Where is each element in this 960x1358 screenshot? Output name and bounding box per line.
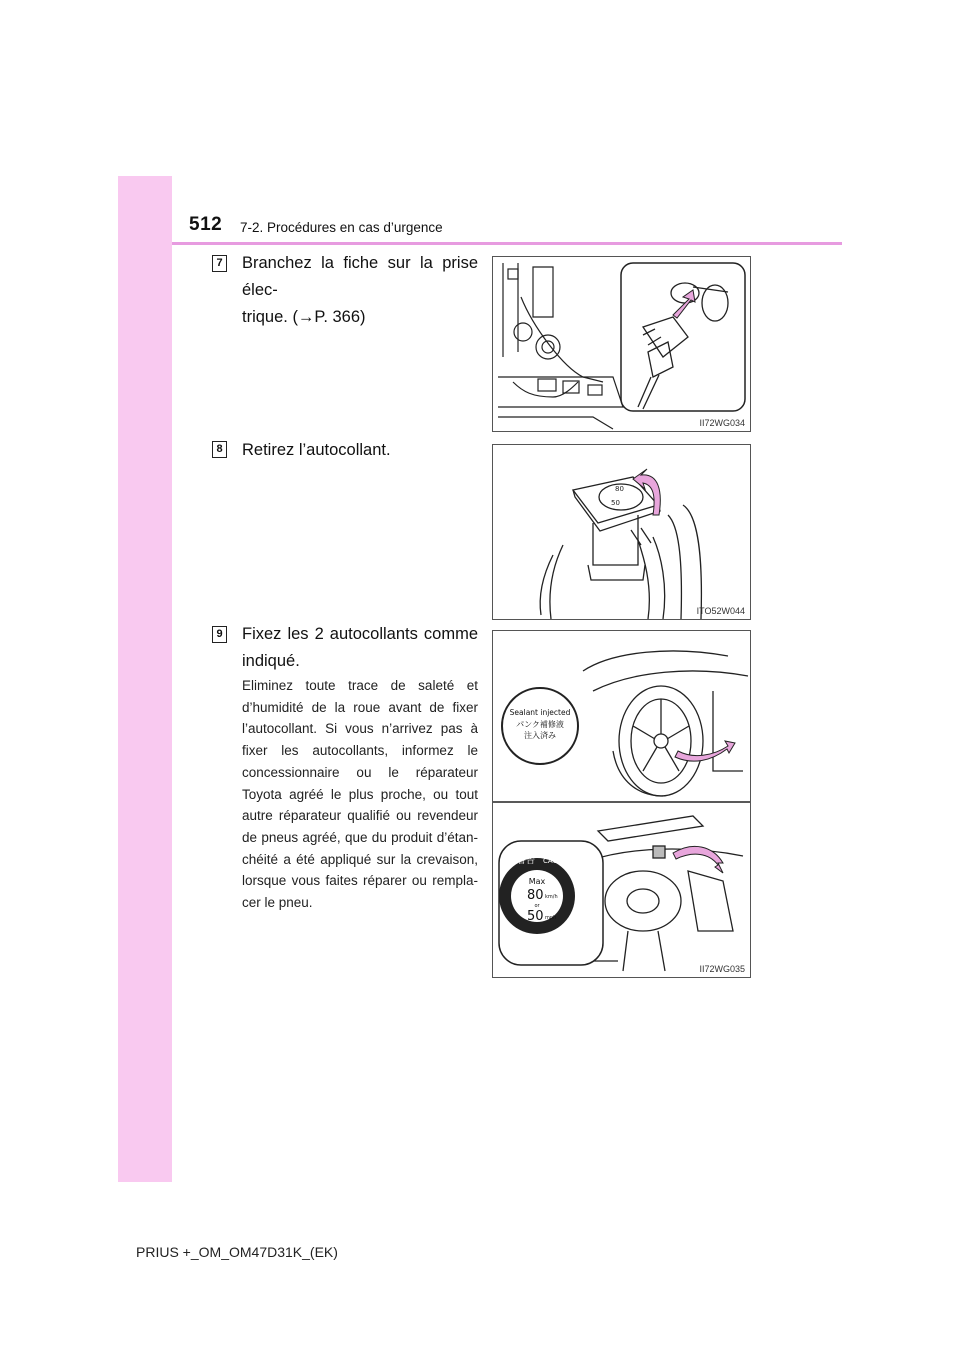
plug-outlet-illustration (493, 257, 750, 431)
figure-1-code: II72WG034 (699, 418, 745, 428)
section-title: 7-2. Procédures en cas d’urgence (240, 220, 443, 235)
figure-plug-outlet (492, 256, 751, 432)
wheel-sticker-line-3: 注入済み (524, 731, 556, 740)
step-8-text: Retirez l’autocollant. (242, 441, 391, 459)
chapter-side-tab (118, 176, 172, 1182)
step-7-line-1: Branchez la fiche sur la prise élec- (242, 254, 478, 299)
figure-attach-stickers (492, 630, 751, 978)
figure-2-code: ITO52W044 (696, 606, 745, 616)
page-number: 512 (189, 214, 223, 235)
wheel-sticker-line-1: Sealant injected (509, 708, 571, 717)
header-rule (172, 242, 842, 245)
dash-sticker-mph-value: 50 (527, 909, 544, 924)
step-badge-7: 7 (212, 255, 227, 272)
dash-sticker-kmh-unit: km/h (545, 894, 558, 900)
attach-stickers-illustration (493, 631, 750, 977)
figure-3-code: II72WG035 (699, 964, 745, 974)
step-9-line-1: Fixez les 2 autocollants comme (242, 625, 478, 643)
dash-sticker-max: Max (528, 877, 546, 886)
document-footer: PRIUS +_OM_OM47D31K_(EK) (136, 1244, 338, 1260)
figure-remove-sticker (492, 444, 751, 620)
step-badge-8: 8 (212, 441, 227, 458)
step-9-text (242, 621, 478, 675)
step-7-line-2: trique. (→P. 366) (242, 308, 366, 326)
dash-sticker-warning: 警告 (517, 856, 536, 866)
dash-arrow-icon (673, 846, 723, 873)
remove-sticker-illustration (493, 445, 750, 619)
step-badge-9: 9 (212, 626, 227, 643)
dash-sticker-or: or (534, 903, 540, 909)
wheel-sticker-line-2: パンク補修液 (516, 720, 564, 729)
dash-sticker-mph-unit: mph (545, 915, 557, 921)
sticker-text-1: 80 (615, 485, 624, 493)
step-7-text (242, 250, 478, 331)
sticker-text-2: 50 (611, 499, 620, 507)
step-9-line-2: indiqué. (242, 652, 300, 670)
dash-sticker-kmh-value: 80 (527, 888, 544, 903)
dash-sticker-caution: CAUTION (543, 857, 575, 865)
step-9-note: Eliminez toute trace de saleté et d’humidité de la roue avant de fixer l’autocollant. Si vous n’arrivez pas à fixer les autocollants, informez le concessionnaire ou le réparateur Toyota agréé le plus proche, ou tout autre réparateur qualifié ou revendeur de pneus agréé, que du produit d’étan-chéité a été appliqué sur la crevaison, lorsque vous faites réparer ou rempla-cer le pneu. (242, 678, 478, 911)
wheel-arrow-icon (675, 741, 735, 761)
